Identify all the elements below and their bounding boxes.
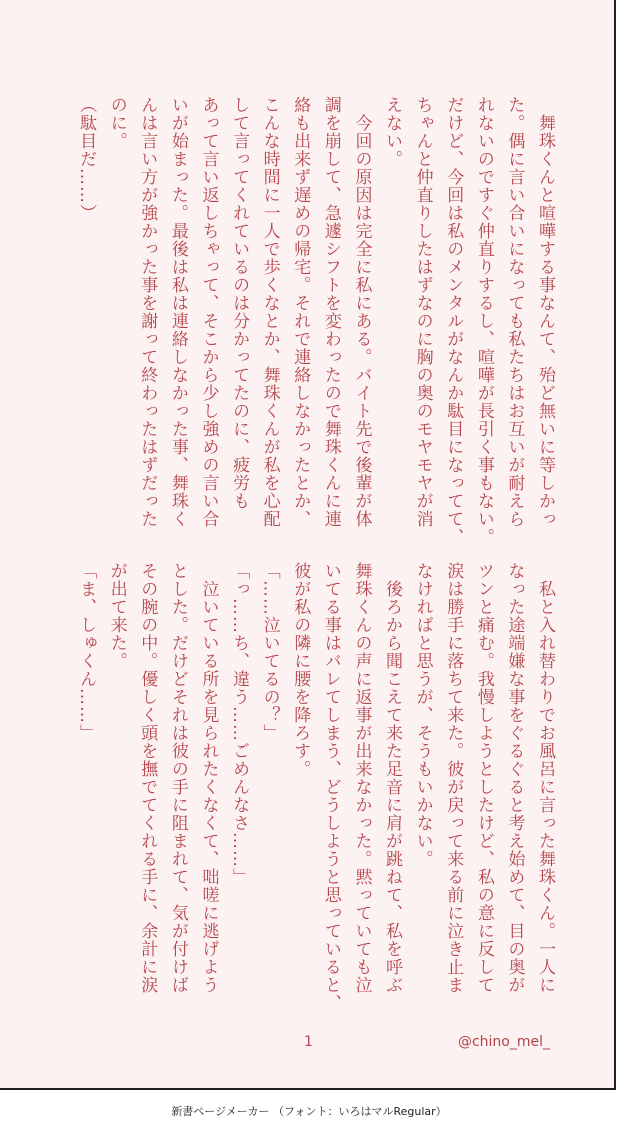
text-column: 今回の原因は完全に私にある。バイト先で後輩が体 (351, 96, 372, 528)
text-column: して言ってくれているのは分かってたのに、疲労も (229, 96, 250, 510)
text-column: 彼が私の隣に腰を降ろす。 (290, 562, 311, 778)
text-column: なければと思うが、そうもいかない。 (412, 562, 433, 868)
text-column: こんな時間に一人で歩くなとか、舞珠くんが私を心配 (259, 96, 280, 528)
text-column: んは言い方が強かった事を謝って終わったはずだった (137, 96, 158, 528)
text-column: あって言い返しちゃって、そこから少し強めの言い合 (198, 96, 219, 528)
generator-caption: 新書ページメーカー （フォント：いろはマルRegular） (171, 1105, 447, 1118)
author-handle: @chino_mel_ (457, 1034, 550, 1050)
text-column: た。偶に言い合いになっても私たちはお互いが耐えら (504, 96, 525, 528)
text-column: ツンと痛む。我慢しようとしたけど、私の意に反して (473, 562, 494, 994)
text-column: のに。 (106, 96, 127, 150)
text-column: 「っ……ち、違う……ごめんなさ……」 (229, 562, 250, 886)
text-block-bottom (71, 562, 561, 1012)
text-column: いてる事はバレてしまう、どうしようと思っていると、 (320, 562, 341, 1012)
text-column: 泣いている所を見られたくなくて、咄嗟に逃げよう (198, 562, 219, 994)
text-column: 舞珠くんの声に返事が出来なかった。黙っていても泣 (351, 562, 372, 994)
text-column: だけど、今回は私のメンタルがなんか駄目になってて、 (443, 96, 464, 546)
text-column: その腕の中。優しく頭を撫でてくれる手に、余計に涙 (137, 562, 158, 994)
text-column: なった途端嫌な事をぐるぐると考え始めて、目の奥が (504, 562, 525, 994)
text-column: 絡も出来ず遅めの帰宅。それで連絡しなかったとか、 (290, 96, 311, 528)
text-column: 私と入れ替わりでお風呂に言った舞珠くん。一人に (535, 562, 555, 994)
text-column: 調を崩して、急遽シフトを変わったので舞珠くんに連 (320, 96, 341, 528)
page-number: 1 (304, 1034, 313, 1050)
text-block-top (71, 96, 561, 546)
text-column: とした。だけどそれは彼の手に阻まれて、気が付けば (167, 562, 188, 994)
text-column: いが始まった。最後は私は連絡しなかった事、舞珠く (167, 96, 188, 528)
text-column: 「ま、しゅくん……」 (76, 562, 97, 742)
text-column: （駄目だ……） (76, 96, 97, 222)
text-column: 涙は勝手に落ちて来た。彼が戻って来る前に泣き止ま (443, 562, 464, 994)
text-column: 舞珠くんと喧嘩する事なんて、殆ど無いに等しかっ (535, 96, 555, 528)
text-column: えない。 (382, 96, 403, 168)
text-column: が出て来た。 (106, 562, 127, 670)
text-column: れないのですぐ仲直りするし、喧嘩が長引く事もない。 (473, 96, 494, 546)
text-column: 後ろから聞こえて来た足音に肩が跳ねて、私を呼ぶ (382, 562, 403, 994)
text-column: ちゃんと仲直りしたはずなのに胸の奥のモヤモヤが消 (412, 96, 433, 528)
text-column: 「……泣いてるの？」 (259, 562, 280, 742)
